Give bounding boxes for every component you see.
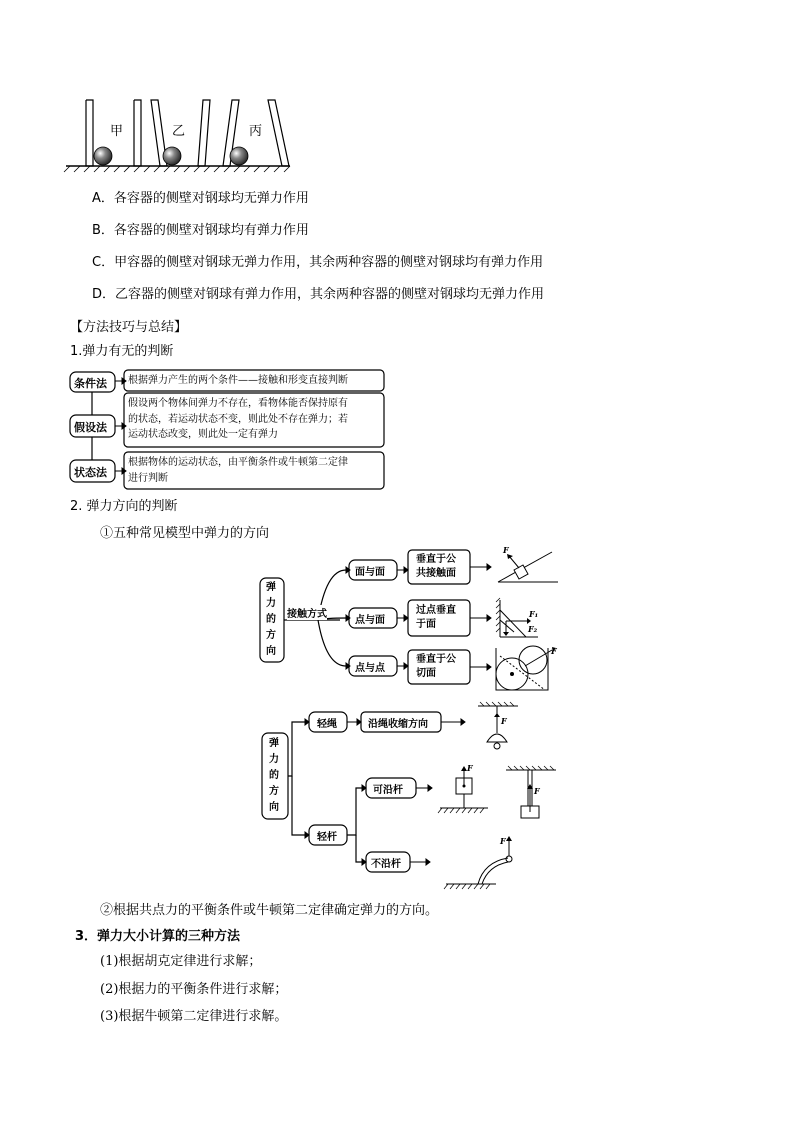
option-text: 各容器的侧壁对钢球均有弹力作用	[113, 223, 309, 238]
desc-line: 过点垂直	[416, 605, 456, 616]
force-label-curve: F	[500, 836, 506, 846]
force-label-block: F	[467, 763, 473, 773]
desc-line: 进行判断	[128, 472, 168, 484]
rod-label: 轻杆	[317, 832, 337, 843]
branch-point-point: 点与点	[355, 663, 385, 674]
root-char: 力	[269, 754, 279, 765]
force-label-f1: F₁	[529, 609, 539, 619]
root-char: 的	[269, 770, 279, 781]
summary-heading: 【方法技巧与总结】	[70, 320, 188, 335]
container-label-bing: 丙	[249, 124, 263, 139]
force-label-circle: F	[551, 646, 557, 656]
section3-title: 3．弹力大小计算的三种方法	[75, 929, 241, 944]
root-char: 向	[266, 646, 276, 657]
root-char: 弹	[266, 582, 276, 593]
diagram2-root	[269, 736, 279, 816]
option-letter: D．	[92, 287, 116, 302]
desc-line: 根据弹力产生的两个条件——接触和形变直接判断	[128, 375, 348, 386]
rope-label: 轻绳	[317, 719, 337, 730]
section3-item-2: (2)根据力的平衡条件进行求解；	[100, 982, 288, 997]
force-label-rope: F	[501, 716, 507, 726]
container-label-jia: 甲	[110, 124, 124, 139]
branch-face-face: 面与面	[355, 567, 385, 578]
section3-item-3: (3)根据牛顿第二定律进行求解。	[100, 1009, 288, 1024]
section2-title: 2. 弹力方向的判断	[70, 499, 178, 514]
desc-line: 共接触面	[416, 568, 456, 579]
desc-line: 假设两个物体间弹力不存在，看物体能否保持原有	[128, 398, 348, 409]
root-char: 方	[269, 786, 279, 797]
branch-point-face: 点与面	[355, 615, 385, 626]
contact-mode-label: 接触方式	[287, 605, 327, 620]
section2-sub2: ②根据共点力的平衡条件或牛顿第二定律确定弹力的方向。	[100, 903, 439, 918]
container-label-yi: 乙	[172, 124, 186, 139]
section2-sub1: ①五种常见模型中弹力的方向	[100, 526, 270, 541]
option-letter: B．	[92, 223, 114, 238]
section1-title: 1.弹力有无的判断	[70, 344, 174, 359]
desc-line: 运动状态改变，则此处一定有弹力	[128, 429, 278, 440]
desc-line: 的状态，若运动状态不变，则此处不存在弹力；若	[128, 413, 348, 425]
force-label-hang: F	[534, 786, 540, 796]
desc-line: 根据物体的运动状态，由平衡条件或牛顿第二定律	[128, 457, 348, 468]
root-char: 弹	[269, 738, 279, 749]
root-char: 的	[266, 614, 276, 625]
desc-line: 切面	[416, 668, 436, 679]
desc-line: 垂直于公	[416, 654, 456, 665]
option-text: 甲容器的侧壁对钢球无弹力作用，其余两种容器的侧壁对钢球均有弹力作用	[114, 255, 544, 270]
option-letter: C．	[92, 255, 115, 270]
section3-item-1: (1)根据胡克定律进行求解；	[100, 954, 262, 969]
desc-line: 垂直于公	[416, 554, 456, 565]
rope-desc: 沿绳收缩方向	[368, 719, 428, 730]
rod-not-along-label: 不沿杆	[371, 859, 401, 870]
force-label: F	[503, 545, 509, 555]
method-name-assume: 假设法	[74, 421, 107, 434]
option-text: 乙容器的侧壁对钢球有弹力作用，其余两种容器的侧壁对钢球均无弹力作用	[115, 287, 545, 302]
root-char: 方	[266, 630, 276, 641]
option-letter: A．	[92, 191, 114, 206]
rod-along-label: 可沿杆	[373, 785, 403, 796]
desc-line: 于面	[416, 619, 436, 630]
root-char: 向	[269, 802, 279, 813]
force-label-f2: F₂	[528, 624, 538, 634]
method-name-condition: 条件法	[74, 377, 107, 390]
option-text: 各容器的侧壁对钢球均无弹力作用	[113, 191, 309, 206]
method-name-state: 状态法	[74, 466, 107, 479]
root-char: 力	[266, 598, 276, 609]
